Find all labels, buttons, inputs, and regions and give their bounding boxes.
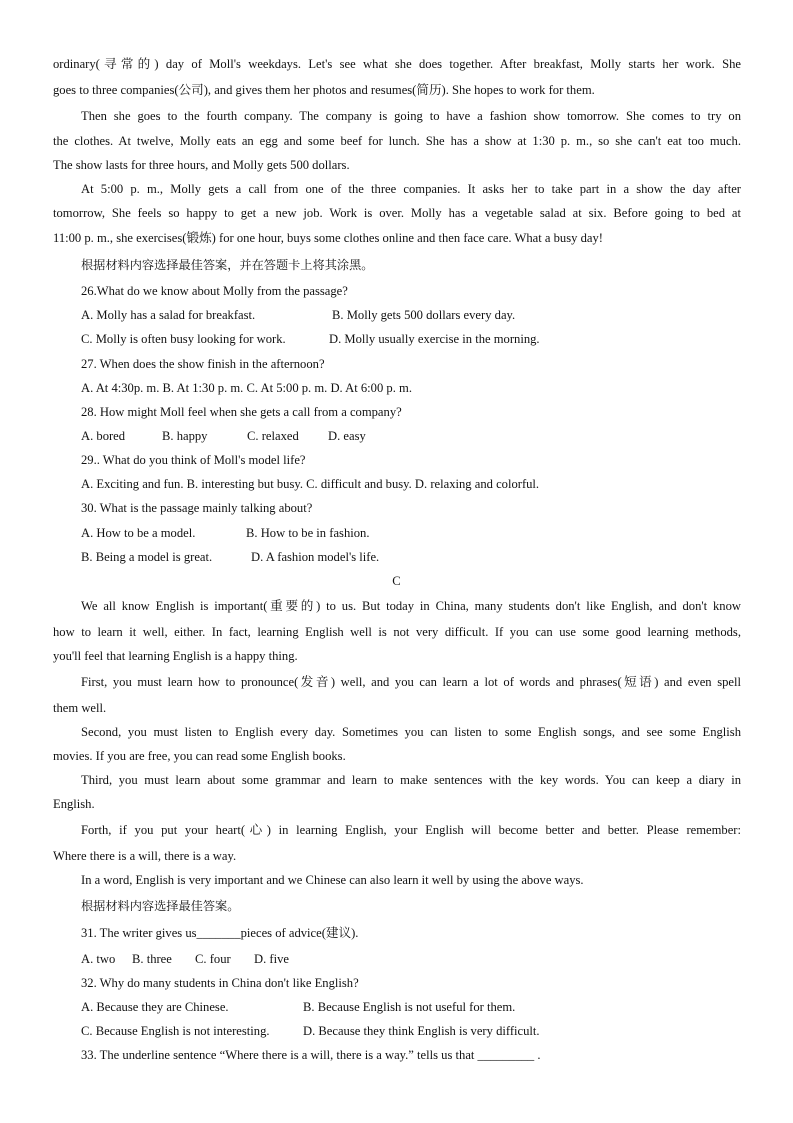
passage-c-line: movies. If you are free, you can read some English books. [53, 749, 346, 763]
passage-b-line: goes to three companies(公司), and gives them her photos and resumes(简历). She hopes to work for them. [53, 83, 595, 97]
question-33: 33. The underline sentence “Where there is a will, there is a way.” tells us that _________ . [81, 1048, 541, 1062]
q31-option-d[interactable]: D. five [254, 952, 289, 966]
q32-option-a[interactable]: A. Because they are Chinese. [81, 1000, 229, 1014]
passage-c-line: We all know English is important(重要的) to us. But today in China, many students don't like English, and don't know [81, 599, 741, 613]
passage-c-line: how to learn it well, either. In fact, learning English well is not very difficult. If you can use some good learning methods, [53, 625, 741, 639]
q28-option-a[interactable]: A. bored [81, 429, 126, 443]
passage-c-line: you'll feel that learning English is a happy thing. [53, 649, 298, 663]
question-29-options[interactable]: A. Exciting and fun. B. interesting but busy. C. difficult and busy. D. relaxing and colorful. [81, 477, 540, 491]
passage-b-line: The show lasts for three hours, and Molly gets 500 dollars. [53, 158, 350, 172]
section-c-heading: C [392, 574, 401, 588]
instruction-b: 根据材料内容选择最佳答案，并在答题卡上将其涂黑。 [81, 258, 374, 272]
question-29: 29.. What do you think of Moll's model life? [81, 453, 306, 467]
passage-c-line: Forth, if you put your heart(心) in learning English, your English will become better and better. Please remember: [81, 823, 741, 837]
q28-option-b[interactable]: B. happy [162, 429, 208, 443]
question-27-options[interactable]: A. At 4:30p. m. B. At 1:30 p. m. C. At 5:00 p. m. D. At 6:00 p. m. [81, 381, 412, 395]
q30-option-b[interactable]: B. How to be in fashion. [246, 526, 370, 540]
passage-b-line: the clothes. At twelve, Molly eats an egg and some beef for lunch. She has a show at 1:30 p. m., so she can't eat too much. [53, 134, 741, 148]
question-28: 28. How might Moll feel when she gets a call from a company? [81, 405, 402, 419]
q26-option-b[interactable]: B. Molly gets 500 dollars every day. [332, 308, 516, 322]
q32-option-c[interactable]: C. Because English is not interesting. [81, 1024, 270, 1038]
passage-b-line: Then she goes to the fourth company. The company is going to have a fashion show tomorrow. She comes to try on [81, 109, 741, 123]
passage-b-line: tomorrow, She feels so happy to get a new job. Work is over. Molly has a vegetable salad at six. Before going to bed at [53, 206, 741, 220]
passage-c-line: them well. [53, 701, 107, 715]
q26-option-a[interactable]: A. Molly has a salad for breakfast. [81, 308, 256, 322]
passage-c-line: First, you must learn how to pronounce(发音) well, and you can learn a lot of words and phrases(短语) and even spell [81, 675, 741, 689]
question-26: 26.What do we know about Molly from the passage? [81, 284, 348, 298]
question-31: 31. The writer gives us_______pieces of advice(建议). [81, 926, 359, 940]
q31-option-a[interactable]: A. two [81, 952, 116, 966]
passage-c-line: Third, you must learn about some grammar and learn to make sentences with the key words. You can keep a diary in [81, 773, 741, 787]
instruction-c: 根据材料内容选择最佳答案。 [81, 899, 240, 913]
passage-b-line: 11:00 p. m., she exercises(锻炼) for one hour, buys some clothes online and then face care. What a busy day! [53, 231, 603, 245]
q32-option-b[interactable]: B. Because English is not useful for them. [303, 1000, 516, 1014]
passage-b-line: ordinary(寻常的) day of Moll's weekdays. Let's see what she does together. After breakfast, Molly starts her work. She [53, 57, 741, 71]
passage-b-line: At 5:00 p. m., Molly gets a call from one of the three companies. It asks her to take part in a show the day after [81, 182, 741, 196]
q31-option-c[interactable]: C. four [195, 952, 231, 966]
q30-option-d[interactable]: D. A fashion model's life. [251, 550, 380, 564]
passage-c-line: Second, you must listen to English every day. Sometimes you can listen to some English songs, and see some English [81, 725, 741, 739]
q28-option-c[interactable]: C. relaxed [247, 429, 299, 443]
question-32: 32. Why do many students in China don't like English? [81, 976, 359, 990]
q31-option-b[interactable]: B. three [132, 952, 172, 966]
q30-option-a[interactable]: A. How to be a model. [81, 526, 196, 540]
question-27: 27. When does the show finish in the afternoon? [81, 357, 325, 371]
q26-option-c[interactable]: C. Molly is often busy looking for work. [81, 332, 286, 346]
q26-option-d[interactable]: D. Molly usually exercise in the morning. [329, 332, 540, 346]
question-30: 30. What is the passage mainly talking about? [81, 501, 313, 515]
q28-option-d[interactable]: D. easy [328, 429, 366, 443]
passage-c-line: English. [53, 797, 95, 811]
q32-option-d[interactable]: D. Because they think English is very difficult. [303, 1024, 540, 1038]
passage-c-line: Where there is a will, there is a way. [53, 849, 237, 863]
passage-c-line: In a word, English is very important and we Chinese can also learn it well by using the above ways. [81, 873, 584, 887]
q30-option-b2[interactable]: B. Being a model is great. [81, 550, 213, 564]
